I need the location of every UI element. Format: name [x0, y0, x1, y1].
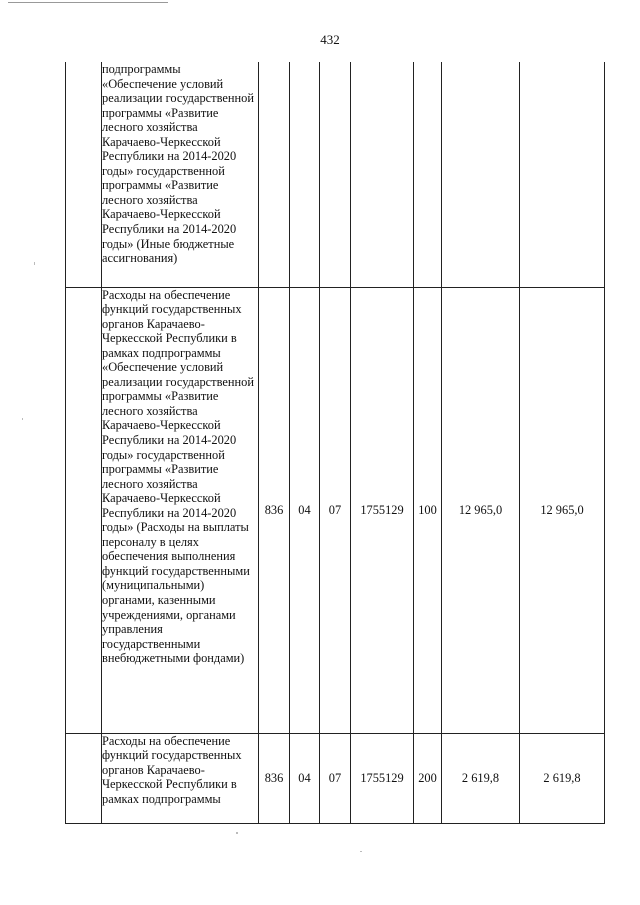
blank-cell [66, 287, 102, 733]
section-code [290, 62, 320, 287]
blank-cell [66, 62, 102, 287]
row-description: Расходы на обеспечение функций государственных органов Карачаево-Черкесской Республики в рамках подпрограммы «Обеспечение условий реализации государственной программы «Развитие лесного хозяйства Карачаево-Черкесской Республики на 2014-2020 годы» государственной программы «Развитие лесного хозяйства Карачаево-Черкесской Республики на 2014-2020 годы» (Расходы на выплаты персоналу в целях обеспечения выполнения функций государственными (муниципальными) органами, казенными учреждениями, органами управления государственными внебюджетными фондами) [102, 287, 259, 733]
amount-2 [520, 62, 605, 287]
table-row [66, 287, 605, 733]
amount-1: 2 619,8 [442, 733, 520, 823]
blank-cell [66, 733, 102, 823]
table-row [66, 62, 605, 287]
expense-type-code: 100 [414, 287, 442, 733]
amount-1: 12 965,0 [442, 287, 520, 733]
scan-speck [34, 262, 35, 265]
subsection-code [320, 62, 351, 287]
amount-1 [442, 62, 520, 287]
section-code: 04 [290, 287, 320, 733]
target-article-code [351, 62, 414, 287]
ministry-code: 836 [259, 287, 290, 733]
scan-speck [236, 832, 238, 834]
page-number: 432 [320, 32, 340, 47]
budget-table [65, 62, 605, 824]
scan-speck [360, 851, 362, 852]
expense-type-code [414, 62, 442, 287]
row-description: Расходы на обеспечение функций государственных органов Карачаево-Черкесской Республики в рамках подпрограммы [102, 733, 259, 823]
target-article-code: 1755129 [351, 733, 414, 823]
subsection-code: 07 [320, 733, 351, 823]
expense-type-code: 200 [414, 733, 442, 823]
subsection-code: 07 [320, 287, 351, 733]
scan-speck [22, 418, 23, 420]
amount-2: 12 965,0 [520, 287, 605, 733]
amount-2: 2 619,8 [520, 733, 605, 823]
section-code: 04 [290, 733, 320, 823]
ministry-code [259, 62, 290, 287]
ministry-code: 836 [259, 733, 290, 823]
row-description: подпрограммы «Обеспечение условий реализации государственной программы «Развитие лесного хозяйства Карачаево-Черкесской Республики на 2014-2020 годы» государственной программы «Развитие лесного хозяйства Карачаево-Черкесской Республики на 2014-2020 годы» (Иные бюджетные ассигнования) [102, 62, 259, 287]
table-row [66, 733, 605, 823]
top-scan-line [8, 2, 168, 3]
target-article-code: 1755129 [351, 287, 414, 733]
